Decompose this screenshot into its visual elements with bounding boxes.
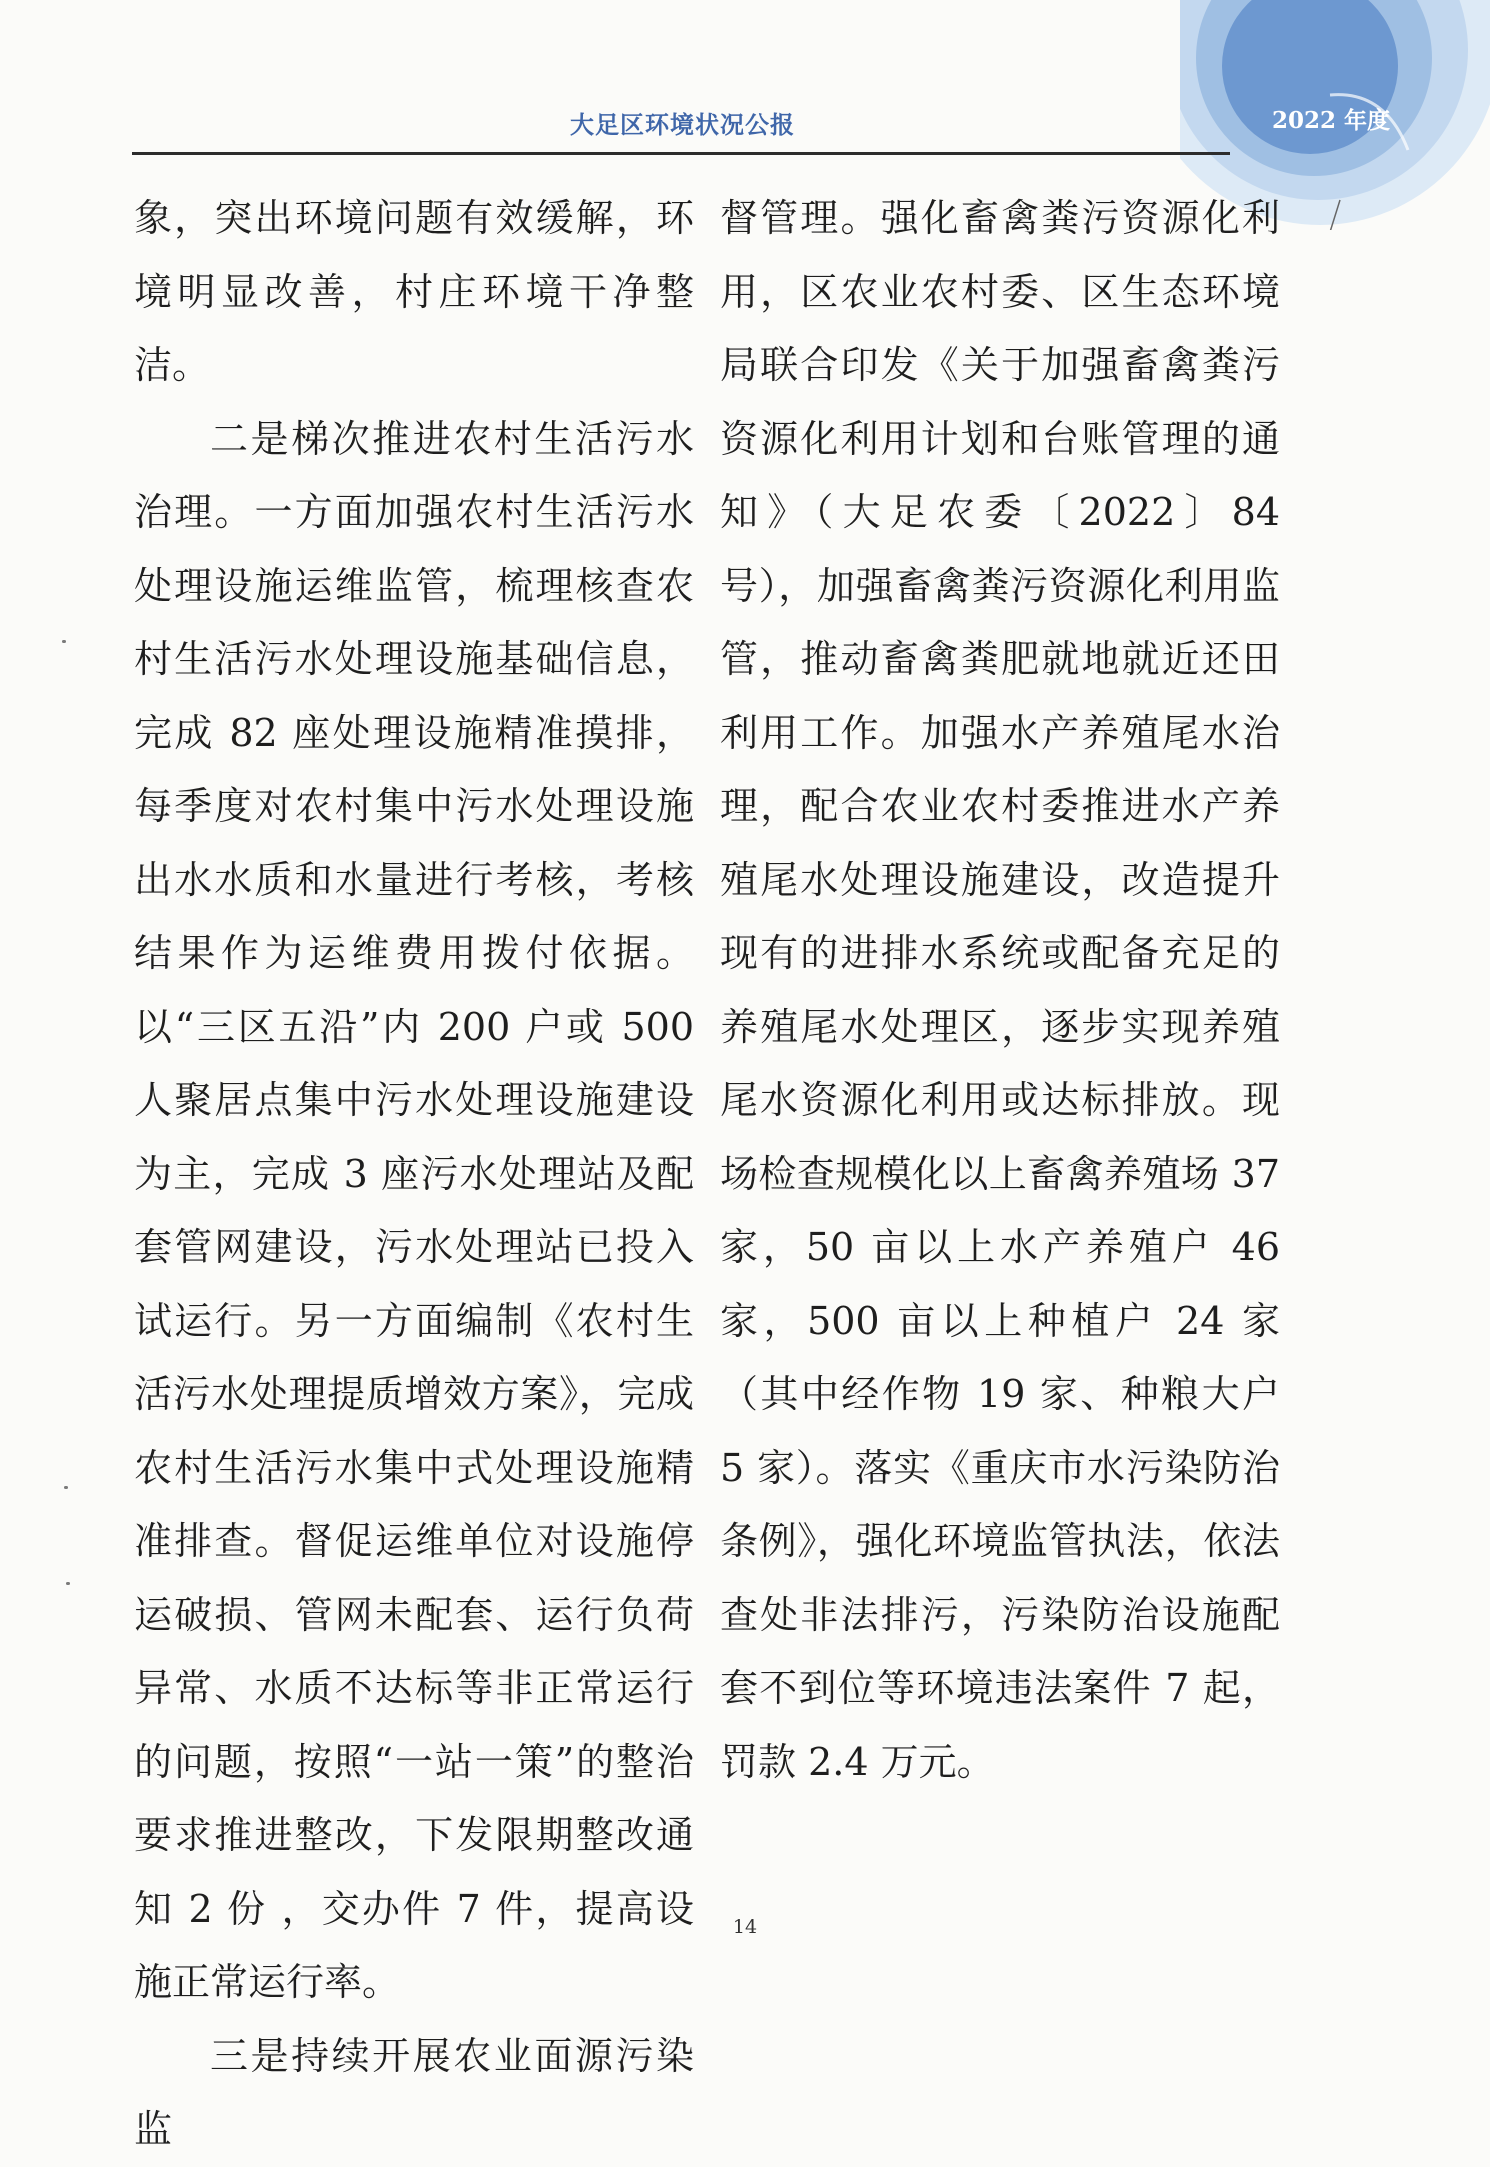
report-title: 大足区环境状况公报: [570, 110, 795, 139]
scan-speck: [66, 1582, 70, 1585]
year-label: 2022 年度: [1272, 107, 1391, 134]
paragraph-rural-sewage: 二是梯次推进农村生活污水治理。一方面加强农村生活污水处理设施运维监管，梳理核查农村生活污水处理设施基础信息，完成 82 座处理设施精准摸排，每季度对农村集中污水处理设施出水水质和水量进行考核，考核结果作为运维费用拨付依据。以“三区五沿”内 200 户或 500 人聚居点集中污水处理设施建设为主，完成 3 座污水处理站及配套管网建设，污水处理站已投入试运行。另一方面编制《农村生活污水处理提质增效方案》，完成农村生活污水集中式处理设施精准排查。督促运维单位对设施停运破损、管网未配套、运行负荷异常、水质不达标等非正常运行的问题，按照“一站一策”的整治要求推进整改，下发限期整改通知 2 份 ，交办件 7 件，提高设施正常运行率。: [134, 416, 694, 2004]
scan-speck: [62, 640, 66, 643]
page-number: 14: [732, 1916, 758, 1938]
paragraph-agri-pollution-start: 三是持续开展农业面源污染监: [134, 2033, 694, 2151]
right-column: [720, 182, 1280, 1799]
left-column: [134, 182, 694, 2167]
scan-speck: [64, 1486, 68, 1489]
paragraph-livestock-aquaculture: 督管理。强化畜禽粪污资源化利用，区农业农村委、区生态环境局联合印发《关于加强畜禽粪污资源化利用计划和台账管理的通知》（大足农委〔2022〕84 号），加强畜禽粪污资源化利用监管，推动畜禽粪肥就地就近还田利用工作。加强水产养殖尾水治理，配合农业农村委推进水产养殖尾水处理设施建设，改造提升现有的进排水系统或配备充足的养殖尾水处理区，逐步实现养殖尾水资源化利用或达标排放。现场检查规模化以上畜禽养殖场 37 家，50 亩以上水产养殖户 46 家，500 亩以上种植户 24 家（其中经作物 19 家、种粮大户 5 家）。落实《重庆市水污染防治条例》，强化环境监管执法，依法查处非法排污，污染防治设施配套不到位等环境违法案件 7 起，罚款 2.4 万元。: [720, 196, 1280, 1784]
paragraph-continuation: 象，突出环境问题有效缓解，环境明显改善，村庄环境干净整洁。: [134, 196, 694, 387]
header-divider: [132, 152, 1230, 155]
